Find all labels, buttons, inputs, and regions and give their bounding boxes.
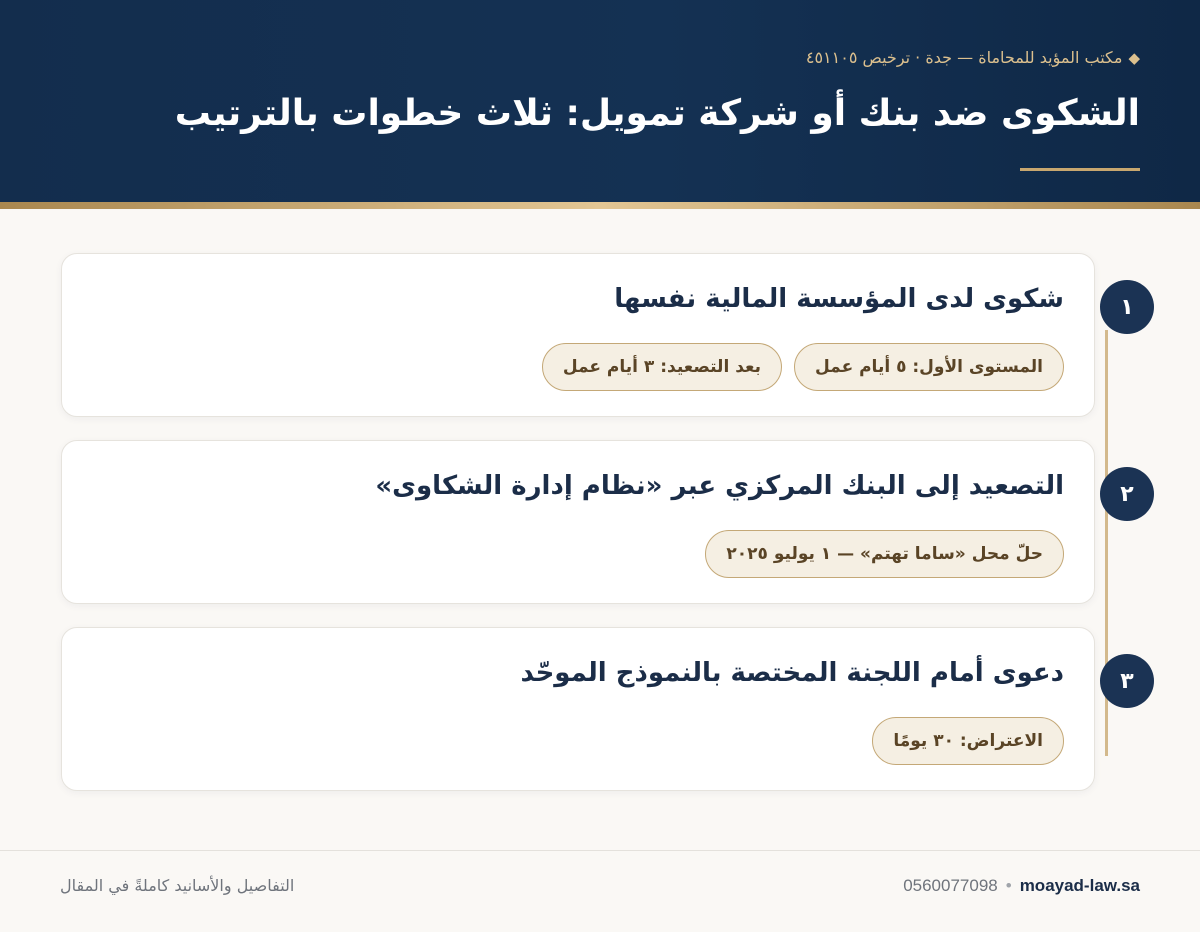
step-number-1: ١ (1100, 280, 1154, 334)
header (0, 0, 1200, 202)
diamond-icon: ◆ (1128, 48, 1140, 67)
step-card-1 (61, 253, 1095, 417)
deadline-pill: بعد التصعيد: ٣ أيام عمل (542, 343, 782, 391)
step-number-2: ٢ (1100, 467, 1154, 521)
step-pills (872, 717, 1064, 765)
deadline-pill: المستوى الأول: ٥ أيام عمل (794, 343, 1064, 391)
step-card-2 (61, 440, 1095, 604)
step-title: التصعيد إلى البنك المركزي عبر «نظام إدارة الشكاوى» (375, 471, 1064, 501)
page-title: الشكوى ضد بنك أو شركة تمويل: ثلاث خطوات بالترتيب (174, 93, 1140, 134)
step-title: دعوى أمام اللجنة المختصة بالنموذج الموحّد (520, 658, 1064, 688)
title-underline (1020, 168, 1140, 171)
step-title: شكوى لدى المؤسسة المالية نفسها (614, 284, 1064, 314)
deadline-pill: الاعتراض: ٣٠ يومًا (872, 717, 1064, 765)
website-link[interactable]: moayad-law.sa (1019, 876, 1140, 895)
deadline-pill: حلّ محل «ساما تهتم» — ١ يوليو ٢٠٢٥ (705, 530, 1064, 578)
header-gold-divider (0, 202, 1200, 209)
office-tagline-text: مكتب المؤيد للمحاماة — جدة · ترخيص ٤٥١١٠٥ (805, 48, 1123, 67)
step-pills (705, 530, 1064, 578)
step-number-3: ٣ (1100, 654, 1154, 708)
footer-contact (903, 876, 1140, 896)
footer-divider (0, 850, 1200, 851)
phone-number[interactable]: 0560077098 (903, 876, 998, 895)
step-pills (542, 343, 1064, 391)
separator-dot: • (1005, 876, 1012, 895)
footer-note: التفاصيل والأسانيد كاملةً في المقال (60, 876, 295, 895)
step-card-3 (61, 627, 1095, 791)
office-tagline (806, 48, 1140, 67)
